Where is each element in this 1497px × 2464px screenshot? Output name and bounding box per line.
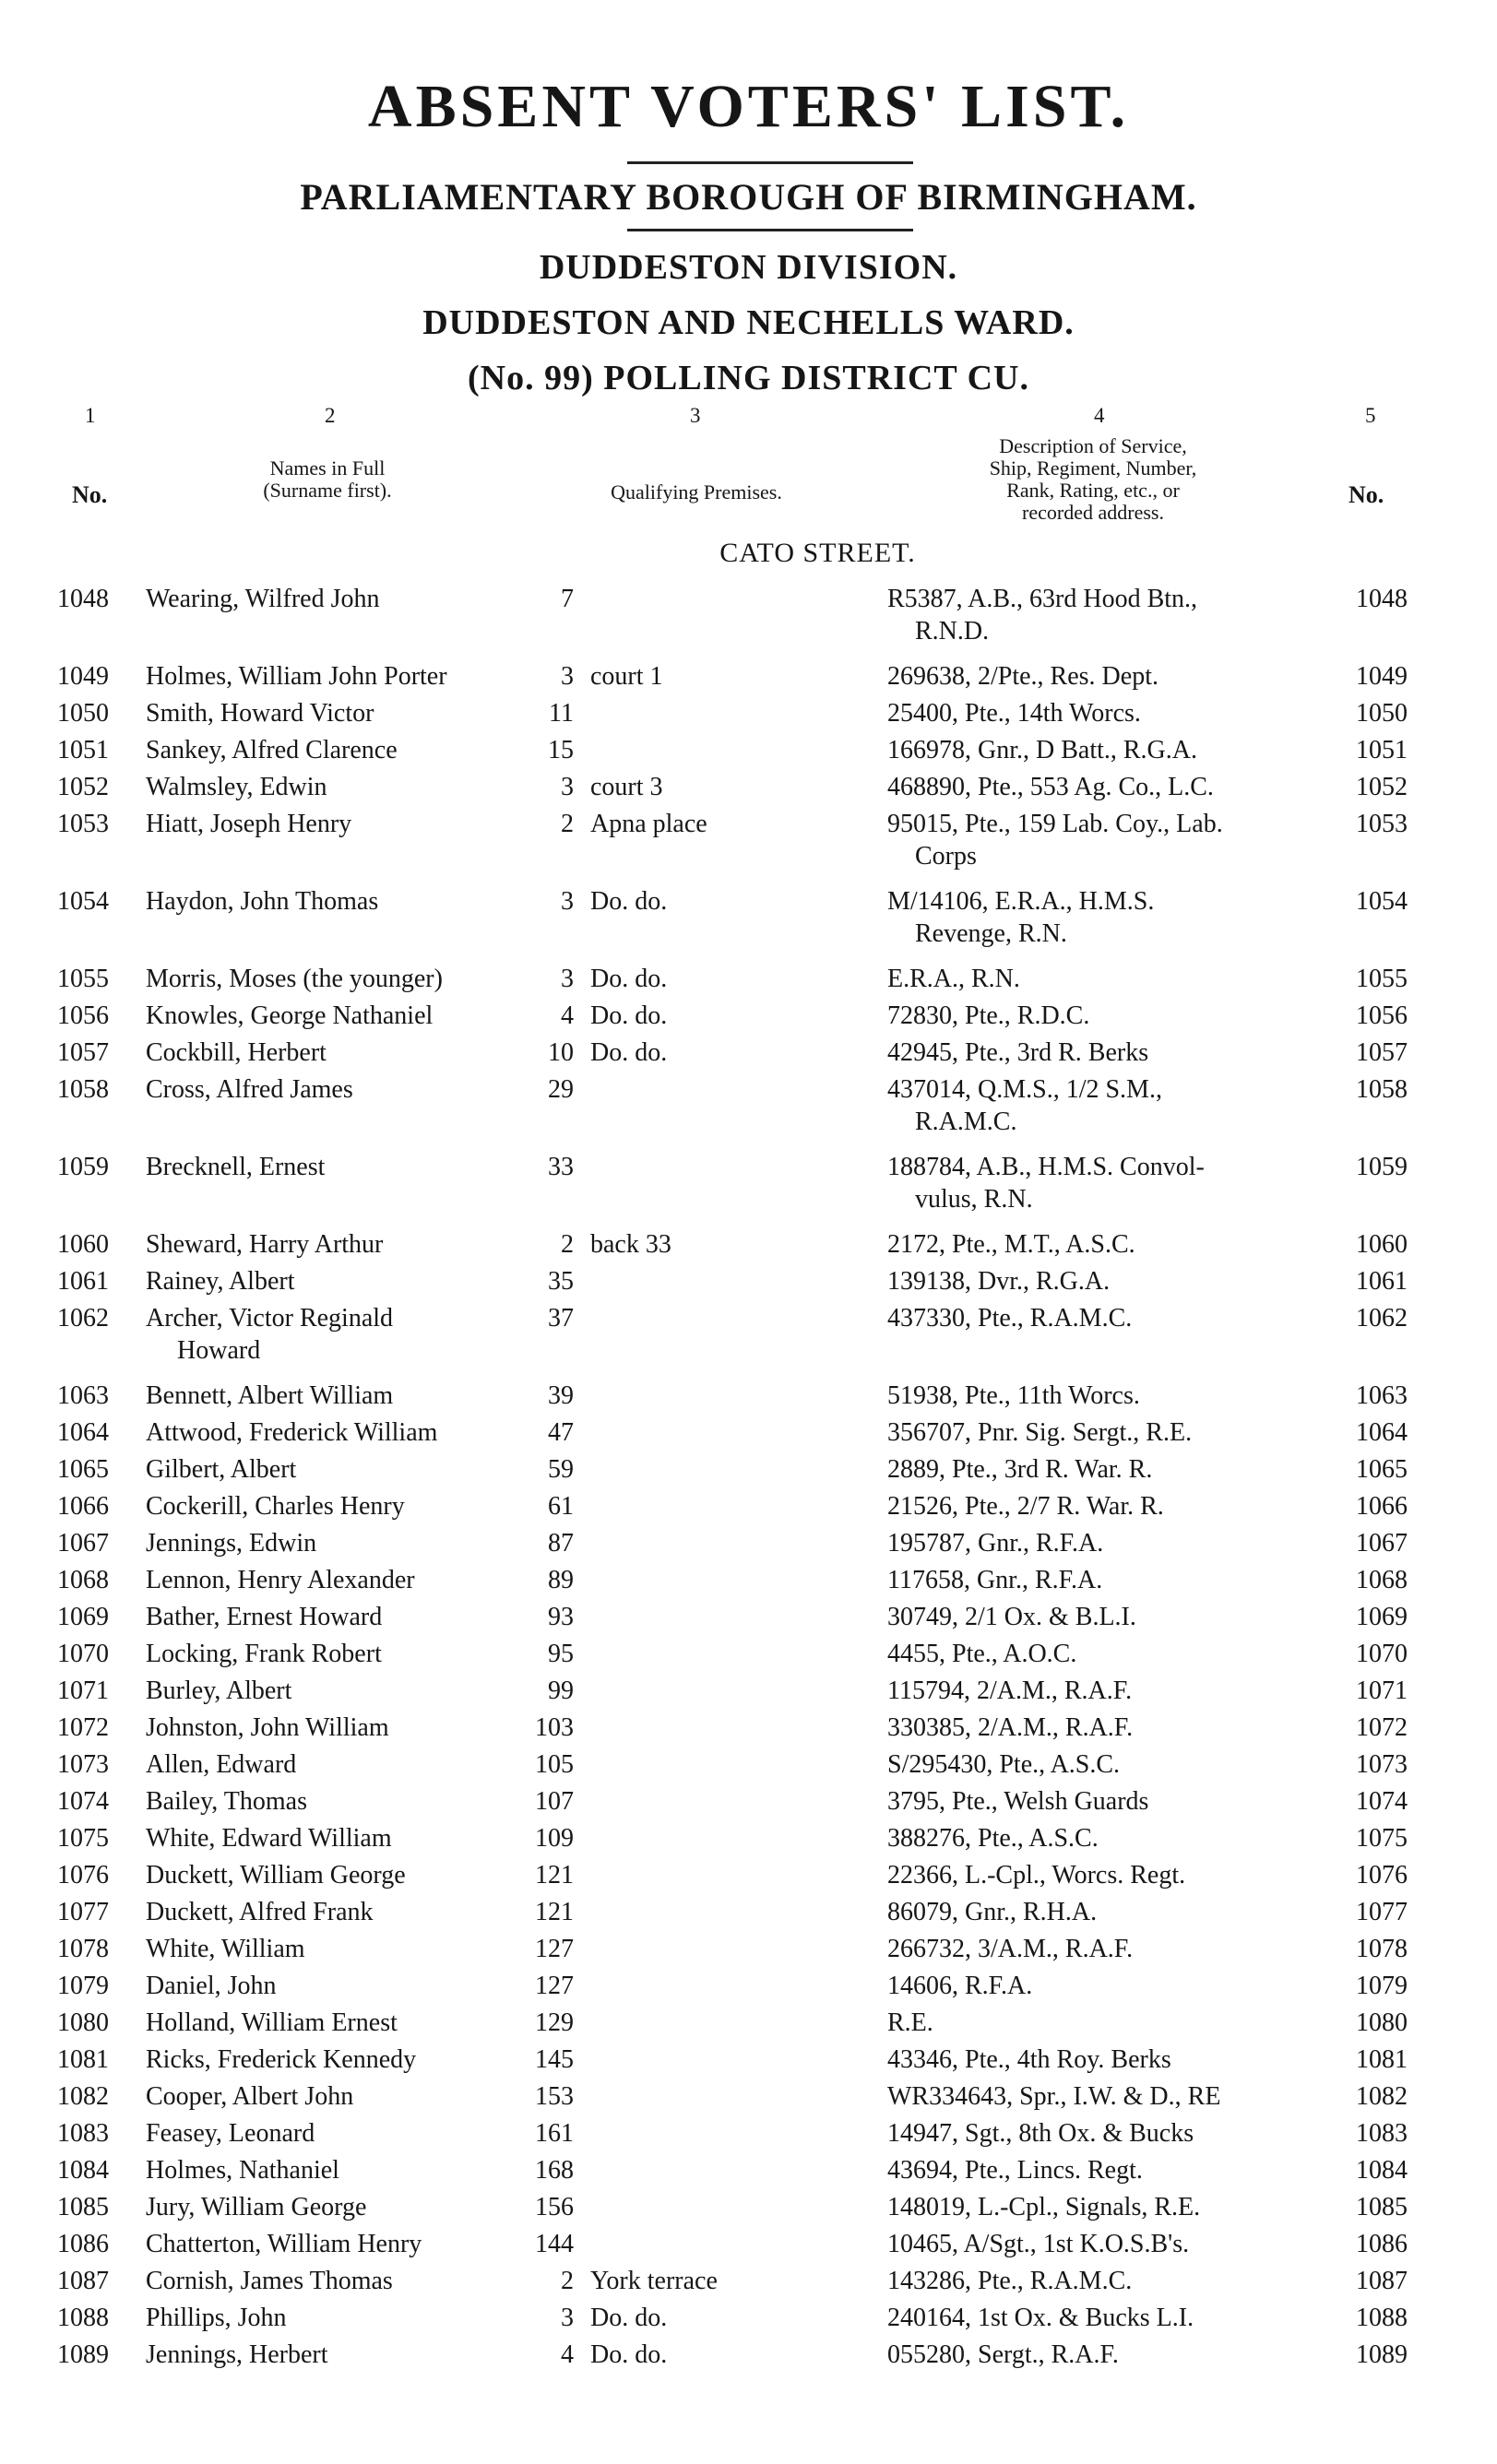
house-number: 11 (549, 699, 574, 728)
entry-number-right: 1072 (1356, 1713, 1408, 1742)
service-description: 356707, Pnr. Sig. Sergt., R.E. (887, 1418, 1193, 1447)
house-number: 2 (561, 1230, 574, 1259)
entry-number: 1048 (57, 585, 109, 613)
house-number: 2 (561, 2267, 574, 2295)
house-number: 109 (535, 1824, 574, 1853)
voter-name: Knowles, George Nathaniel (146, 1001, 434, 1030)
entry-number: 1087 (57, 2267, 109, 2295)
voter-name: Allen, Edward (146, 1750, 297, 1779)
voter-name: Smith, Howard Victor (146, 699, 374, 728)
house-number: 168 (535, 2156, 574, 2185)
entry-number-right: 1082 (1356, 2082, 1408, 2111)
entry-number: 1049 (57, 662, 109, 691)
column-number-1: 1 (85, 404, 96, 427)
entry-number-right: 1083 (1356, 2119, 1408, 2148)
entry-number-right: 1085 (1356, 2193, 1408, 2221)
service-description: 30749, 2/1 Ox. & B.L.I. (887, 1603, 1136, 1631)
voter-name: Duckett, Alfred Frank (146, 1898, 374, 1926)
entry-number-right: 1077 (1356, 1898, 1408, 1926)
entry-number: 1063 (57, 1381, 109, 1410)
service-description-continued: Corps (915, 842, 977, 871)
house-number: 121 (535, 1861, 574, 1889)
column-header-no-right: No. (1348, 481, 1384, 508)
voter-name: Sheward, Harry Arthur (146, 1230, 384, 1259)
entry-number: 1053 (57, 810, 109, 838)
house-number: 35 (548, 1267, 574, 1296)
desc-line-4: recorded address. (1022, 501, 1164, 524)
entry-number: 1081 (57, 2045, 109, 2074)
house-number: 37 (548, 1304, 574, 1333)
house-number: 87 (548, 1529, 574, 1558)
service-description: 117658, Gnr., R.F.A. (887, 1566, 1103, 1594)
entry-number: 1076 (57, 1861, 109, 1889)
service-description: 269638, 2/Pte., Res. Dept. (887, 662, 1158, 691)
voter-name: Holmes, Nathaniel (146, 2156, 339, 2185)
voter-name: Lennon, Henry Alexander (146, 1566, 415, 1594)
house-number: 3 (561, 887, 574, 916)
house-number: 10 (548, 1038, 574, 1067)
premises-street: Do. do. (590, 887, 668, 916)
entry-number-right: 1052 (1356, 773, 1408, 801)
entry-number-right: 1081 (1356, 2045, 1408, 2074)
division-heading: DUDDESTON DIVISION. (539, 248, 958, 287)
voter-name: Attwood, Frederick William (146, 1418, 438, 1447)
voter-name: Walmsley, Edwin (146, 773, 327, 801)
entry-number-right: 1051 (1356, 736, 1408, 764)
column-number-2: 2 (325, 404, 336, 427)
voter-name-continued: Howard (177, 1336, 261, 1365)
house-number: 47 (548, 1418, 574, 1447)
entry-number: 1057 (57, 1038, 109, 1067)
entry-number-right: 1073 (1356, 1750, 1408, 1779)
house-number: 39 (548, 1381, 574, 1410)
premises-street: Do. do. (590, 1001, 668, 1030)
entry-number: 1079 (57, 1972, 109, 2000)
house-number: 127 (535, 1935, 574, 1963)
house-number: 99 (548, 1676, 574, 1705)
house-number: 129 (535, 2008, 574, 2037)
service-description: 51938, Pte., 11th Worcs. (887, 1381, 1140, 1410)
voter-name: Locking, Frank Robert (146, 1640, 382, 1668)
premises-street: court 1 (590, 662, 663, 691)
house-number: 61 (548, 1492, 574, 1521)
entry-number-right: 1048 (1356, 585, 1408, 613)
entry-number-right: 1087 (1356, 2267, 1408, 2295)
service-description: 468890, Pte., 553 Ag. Co., L.C. (887, 773, 1214, 801)
entry-number-right: 1063 (1356, 1381, 1408, 1410)
entry-number: 1066 (57, 1492, 109, 1521)
entry-number-right: 1054 (1356, 887, 1408, 916)
house-number: 93 (548, 1603, 574, 1631)
service-description: 72830, Pte., R.D.C. (887, 1001, 1090, 1030)
premises-street: court 3 (590, 773, 663, 801)
district-heading: (No. 99) POLLING DISTRICT CU. (468, 359, 1029, 397)
voter-name: Cross, Alfred James (146, 1075, 353, 1104)
entry-number: 1065 (57, 1455, 109, 1484)
voter-name: Morris, Moses (the younger) (146, 965, 443, 993)
voter-name: Brecknell, Ernest (146, 1153, 326, 1181)
service-description: 115794, 2/A.M., R.A.F. (887, 1676, 1133, 1705)
page-title: ABSENT VOTERS' LIST. (367, 73, 1130, 140)
entry-number: 1073 (57, 1750, 109, 1779)
voter-name: Bailey, Thomas (146, 1787, 307, 1816)
service-description: 388276, Pte., A.S.C. (887, 1824, 1099, 1853)
entry-number-right: 1064 (1356, 1418, 1408, 1447)
house-number: 89 (548, 1566, 574, 1594)
entry-number-right: 1079 (1356, 1972, 1408, 2000)
entry-number-right: 1050 (1356, 699, 1408, 728)
column-header-no-left: No. (72, 481, 108, 508)
service-description: 14947, Sgt., 8th Ox. & Bucks (887, 2119, 1194, 2148)
service-description: M/14106, E.R.A., H.M.S. (887, 887, 1155, 916)
entry-number: 1055 (57, 965, 109, 993)
entry-number: 1068 (57, 1566, 109, 1594)
column-number-3: 3 (690, 404, 701, 427)
voter-name: Cockerill, Charles Henry (146, 1492, 405, 1521)
voter-name: White, William (146, 1935, 305, 1963)
house-number: 144 (535, 2230, 574, 2258)
entry-number-right: 1057 (1356, 1038, 1408, 1067)
house-number: 2 (561, 810, 574, 838)
column-number-4: 4 (1094, 404, 1105, 427)
entry-number-right: 1056 (1356, 1001, 1408, 1030)
voter-name: Rainey, Albert (146, 1267, 295, 1296)
entry-number: 1086 (57, 2230, 109, 2258)
voter-name: Sankey, Alfred Clarence (146, 736, 398, 764)
entry-number: 1070 (57, 1640, 109, 1668)
entry-number-right: 1069 (1356, 1603, 1408, 1631)
service-description: 2172, Pte., M.T., A.S.C. (887, 1230, 1135, 1259)
entry-number: 1059 (57, 1153, 109, 1181)
service-description-continued: Revenge, R.N. (915, 919, 1067, 948)
service-description: E.R.A., R.N. (887, 965, 1020, 993)
entry-number: 1071 (57, 1676, 109, 1705)
service-description: 25400, Pte., 14th Worcs. (887, 699, 1141, 728)
service-description-continued: R.A.M.C. (915, 1108, 1017, 1136)
premises-street: Do. do. (590, 965, 668, 993)
premises-street: Do. do. (590, 2340, 668, 2369)
entry-number-right: 1062 (1356, 1304, 1408, 1333)
voter-name: Jury, William George (146, 2193, 367, 2221)
names-line-2: (Surname first). (263, 479, 392, 502)
entry-number: 1072 (57, 1713, 109, 1742)
entry-number: 1050 (57, 699, 109, 728)
entry-number-right: 1086 (1356, 2230, 1408, 2258)
entry-number: 1064 (57, 1418, 109, 1447)
entry-number: 1085 (57, 2193, 109, 2221)
house-number: 3 (561, 662, 574, 691)
service-description: 266732, 3/A.M., R.A.F. (887, 1935, 1134, 1963)
voter-name: Haydon, John Thomas (146, 887, 379, 916)
voter-name: Jennings, Edwin (146, 1529, 317, 1558)
desc-line-1: Description of Service, (999, 434, 1187, 457)
service-description: 437330, Pte., R.A.M.C. (887, 1304, 1133, 1333)
house-number: 33 (548, 1153, 574, 1181)
names-line-1: Names in Full (269, 456, 386, 480)
voter-name: Hiatt, Joseph Henry (146, 810, 352, 838)
voter-name: Holland, William Ernest (146, 2008, 398, 2037)
house-number: 7 (561, 585, 574, 613)
entry-number: 1075 (57, 1824, 109, 1853)
entry-number-right: 1067 (1356, 1529, 1408, 1558)
entry-number-right: 1065 (1356, 1455, 1408, 1484)
entry-number-right: 1049 (1356, 662, 1408, 691)
entry-number: 1080 (57, 2008, 109, 2037)
house-number: 103 (535, 1713, 574, 1742)
entry-number: 1056 (57, 1001, 109, 1030)
voter-name: Burley, Albert (146, 1676, 292, 1705)
service-description: 2889, Pte., 3rd R. War. R. (887, 1455, 1153, 1484)
premises-street: Do. do. (590, 1038, 668, 1067)
entry-number-right: 1088 (1356, 2304, 1408, 2332)
service-description: R.E. (887, 2008, 933, 2037)
service-description-continued: R.N.D. (915, 617, 990, 646)
service-description: 437014, Q.M.S., 1/2 S.M., (887, 1075, 1162, 1104)
voter-name: Cockbill, Herbert (146, 1038, 327, 1067)
voter-name: Ricks, Frederick Kennedy (146, 2045, 417, 2074)
entry-number-right: 1070 (1356, 1640, 1408, 1668)
house-number: 3 (561, 2304, 574, 2332)
voter-name: Archer, Victor Reginald (146, 1304, 394, 1333)
service-description: S/295430, Pte., A.S.C. (887, 1750, 1121, 1779)
column-header-names (212, 457, 443, 502)
voter-name: Bather, Ernest Howard (146, 1603, 383, 1631)
voter-name: Wearing, Wilfred John (146, 585, 380, 613)
voter-name: Cornish, James Thomas (146, 2267, 393, 2295)
entry-number: 1069 (57, 1603, 109, 1631)
entry-number-right: 1074 (1356, 1787, 1408, 1816)
house-number: 105 (535, 1750, 574, 1779)
house-number: 29 (548, 1075, 574, 1104)
house-number: 145 (535, 2045, 574, 2074)
house-number: 107 (535, 1787, 574, 1816)
desc-line-2: Ship, Regiment, Number, (989, 456, 1197, 480)
entry-number: 1078 (57, 1935, 109, 1963)
entry-number: 1082 (57, 2082, 109, 2111)
entry-number-right: 1066 (1356, 1492, 1408, 1521)
service-description: 21526, Pte., 2/7 R. War. R. (887, 1492, 1164, 1521)
service-description: R5387, A.B., 63rd Hood Btn., (887, 585, 1198, 613)
voter-name: White, Edward William (146, 1824, 392, 1853)
entry-number: 1054 (57, 887, 109, 916)
entry-number-right: 1071 (1356, 1676, 1408, 1705)
service-description: 10465, A/Sgt., 1st K.O.S.B's. (887, 2230, 1190, 2258)
street-heading: CATO STREET. (719, 538, 916, 568)
borough-heading: PARLIAMENTARY BOROUGH OF BIRMINGHAM. (300, 176, 1197, 218)
service-description: 188784, A.B., H.M.S. Convol- (887, 1153, 1205, 1181)
service-description: 22366, L.-Cpl., Worcs. Regt. (887, 1861, 1186, 1889)
service-description: WR334643, Spr., I.W. & D., RE (887, 2082, 1221, 2111)
service-description: 143286, Pte., R.A.M.C. (887, 2267, 1133, 2295)
voter-name: Jennings, Herbert (146, 2340, 328, 2369)
voter-name: Feasey, Leonard (146, 2119, 315, 2148)
entry-number-right: 1078 (1356, 1935, 1408, 1963)
voter-name: Daniel, John (146, 1972, 277, 2000)
premises-street: Apna place (590, 810, 707, 838)
house-number: 95 (548, 1640, 574, 1668)
service-description: 166978, Gnr., D Batt., R.G.A. (887, 736, 1197, 764)
voter-name: Bennett, Albert William (146, 1381, 394, 1410)
entry-number: 1060 (57, 1230, 109, 1259)
title-rule (627, 161, 913, 164)
service-description: 148019, L.-Cpl., Signals, R.E. (887, 2193, 1201, 2221)
service-description: 95015, Pte., 159 Lab. Coy., Lab. (887, 810, 1223, 838)
house-number: 3 (561, 773, 574, 801)
entry-number: 1089 (57, 2340, 109, 2369)
voter-name: Johnston, John William (146, 1713, 389, 1742)
desc-line-3: Rank, Rating, etc., or (1006, 479, 1180, 502)
house-number: 15 (548, 736, 574, 764)
house-number: 161 (535, 2119, 574, 2148)
service-description: 195787, Gnr., R.F.A. (887, 1529, 1104, 1558)
service-description: 43694, Pte., Lincs. Regt. (887, 2156, 1143, 2185)
service-description: 42945, Pte., 3rd R. Berks (887, 1038, 1149, 1067)
house-number: 4 (561, 2340, 574, 2369)
entry-number-right: 1061 (1356, 1267, 1408, 1296)
entry-number: 1077 (57, 1898, 109, 1926)
entry-number-right: 1076 (1356, 1861, 1408, 1889)
voter-name: Duckett, William George (146, 1861, 406, 1889)
premises-street: Do. do. (590, 2304, 668, 2332)
service-description: 3795, Pte., Welsh Guards (887, 1787, 1149, 1816)
service-description: 4455, Pte., A.O.C. (887, 1640, 1077, 1668)
entry-number-right: 1058 (1356, 1075, 1408, 1104)
entry-number-right: 1084 (1356, 2156, 1408, 2185)
premises-street: York terrace (590, 2267, 718, 2295)
entry-number-right: 1059 (1356, 1153, 1408, 1181)
voter-name: Chatterton, William Henry (146, 2230, 422, 2258)
service-description-continued: vulus, R.N. (915, 1185, 1033, 1214)
entry-number-right: 1075 (1356, 1824, 1408, 1853)
entry-number: 1062 (57, 1304, 109, 1333)
service-description: 43346, Pte., 4th Roy. Berks (887, 2045, 1171, 2074)
house-number: 121 (535, 1898, 574, 1926)
entry-number-right: 1089 (1356, 2340, 1408, 2369)
entry-number: 1061 (57, 1267, 109, 1296)
entry-number: 1058 (57, 1075, 109, 1104)
service-description: 139138, Dvr., R.G.A. (887, 1267, 1111, 1296)
house-number: 3 (561, 965, 574, 993)
voter-name: Cooper, Albert John (146, 2082, 354, 2111)
house-number: 4 (561, 1001, 574, 1030)
service-description: 14606, R.F.A. (887, 1972, 1033, 2000)
entry-number-right: 1055 (1356, 965, 1408, 993)
service-description: 86079, Gnr., R.H.A. (887, 1898, 1098, 1926)
house-number: 153 (535, 2082, 574, 2111)
ward-heading: DUDDESTON AND NECHELLS WARD. (422, 303, 1075, 342)
entry-number: 1051 (57, 736, 109, 764)
entry-number: 1067 (57, 1529, 109, 1558)
entry-number-right: 1053 (1356, 810, 1408, 838)
voter-name: Phillips, John (146, 2304, 287, 2332)
service-description: 240164, 1st Ox. & Bucks L.I. (887, 2304, 1194, 2332)
premises-street: back 33 (590, 1230, 671, 1259)
entry-number: 1084 (57, 2156, 109, 2185)
borough-rule (627, 229, 913, 231)
service-description: 330385, 2/A.M., R.A.F. (887, 1713, 1134, 1742)
column-header-premises: Qualifying Premises. (611, 480, 782, 503)
entry-number-right: 1060 (1356, 1230, 1408, 1259)
entry-number: 1052 (57, 773, 109, 801)
entry-number: 1083 (57, 2119, 109, 2148)
service-description: 055280, Sergt., R.A.F. (887, 2340, 1119, 2369)
house-number: 59 (548, 1455, 574, 1484)
voter-name: Holmes, William John Porter (146, 662, 447, 691)
voter-name: Gilbert, Albert (146, 1455, 297, 1484)
house-number: 127 (535, 1972, 574, 2000)
entry-number: 1088 (57, 2304, 109, 2332)
entry-number: 1074 (57, 1787, 109, 1816)
entry-number-right: 1068 (1356, 1566, 1408, 1594)
column-header-description (922, 435, 1264, 524)
entry-number-right: 1080 (1356, 2008, 1408, 2037)
column-number-5: 5 (1365, 404, 1376, 427)
house-number: 156 (535, 2193, 574, 2221)
